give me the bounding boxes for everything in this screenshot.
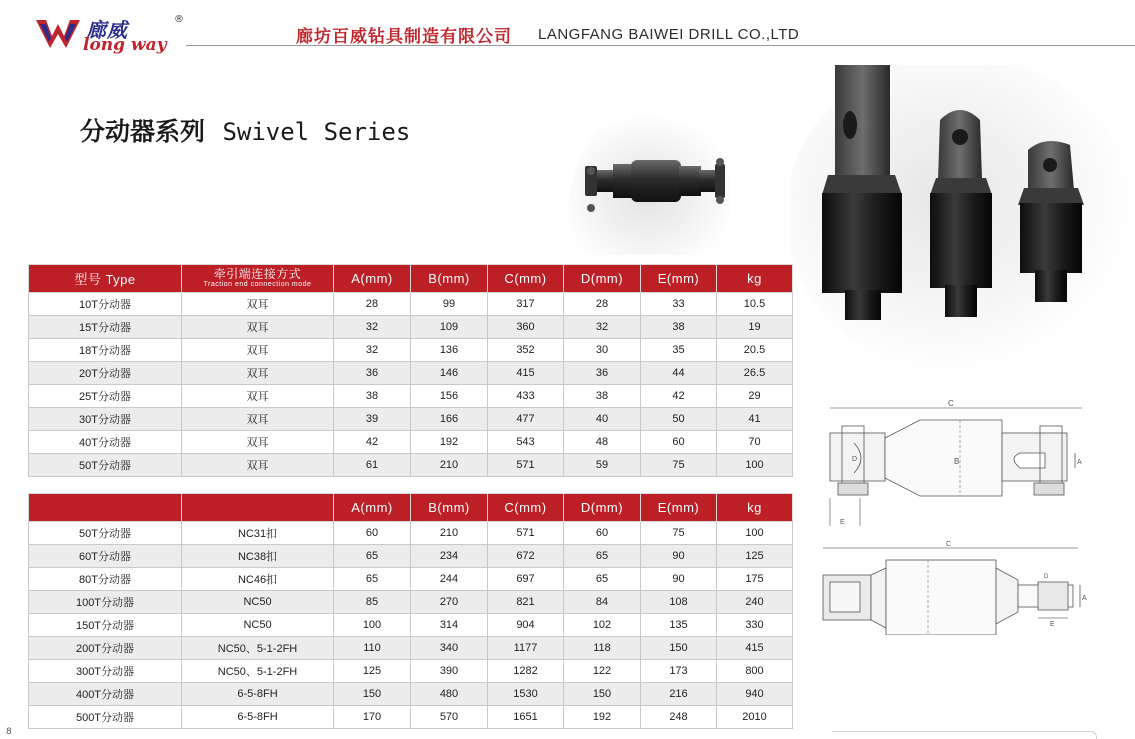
cell-c: 317	[488, 293, 564, 316]
table-header-row	[29, 494, 793, 522]
cell-e: 135	[641, 614, 717, 637]
cell-kg: 20.5	[717, 339, 793, 362]
cell-c: 821	[488, 591, 564, 614]
cell-d: 28	[564, 293, 641, 316]
cell-type: 50T分动器	[29, 522, 182, 545]
cell-d: 59	[564, 454, 641, 477]
header-connection-mode	[182, 265, 334, 293]
cell-c: 697	[488, 568, 564, 591]
cell-e: 90	[641, 568, 717, 591]
cell-mode: NC50	[182, 591, 334, 614]
cell-type: 20T分动器	[29, 362, 182, 385]
cell-c: 1282	[488, 660, 564, 683]
logo-english: long way	[83, 35, 167, 55]
cell-b: 270	[411, 591, 488, 614]
cell-a: 28	[334, 293, 411, 316]
header-type: 型号 Type	[29, 265, 182, 293]
logo-chinese: 廊威	[86, 18, 128, 42]
cell-d: 60	[564, 522, 641, 545]
dim-label-c2: C	[946, 541, 952, 548]
cell-mode: NC50	[182, 614, 334, 637]
cell-d: 30	[564, 339, 641, 362]
cell-d: 65	[564, 545, 641, 568]
cell-b: 210	[411, 454, 488, 477]
header-c: C(mm)	[488, 494, 564, 522]
table-row	[29, 591, 793, 614]
cell-e: 90	[641, 545, 717, 568]
cell-type: 80T分动器	[29, 568, 182, 591]
table-header-row	[29, 265, 793, 293]
cell-e: 173	[641, 660, 717, 683]
swivel-product-photo	[555, 100, 730, 255]
cell-type: 25T分动器	[29, 385, 182, 408]
spec-table-threaded	[28, 493, 793, 729]
table-row	[29, 614, 793, 637]
cell-type: 500T分动器	[29, 706, 182, 729]
cell-e: 42	[641, 385, 717, 408]
cell-type: 150T分动器	[29, 614, 182, 637]
cell-d: 36	[564, 362, 641, 385]
cell-mode: 双耳	[182, 362, 334, 385]
header-mode-cn: 牵引端连接方式	[213, 267, 302, 281]
cell-mode: 6-5-8FH	[182, 683, 334, 706]
cell-type: 30T分动器	[29, 408, 182, 431]
cell-e: 248	[641, 706, 717, 729]
bottom-frame	[832, 731, 1097, 739]
cell-mode: 双耳	[182, 339, 334, 362]
cell-d: 65	[564, 568, 641, 591]
cell-mode: NC46扣	[182, 568, 334, 591]
cell-b: 146	[411, 362, 488, 385]
cell-c: 571	[488, 454, 564, 477]
table-row	[29, 431, 793, 454]
table-row	[29, 522, 793, 545]
cell-b: 244	[411, 568, 488, 591]
cell-type: 10T分动器	[29, 293, 182, 316]
cell-mode: 双耳	[182, 293, 334, 316]
cell-kg: 41	[717, 408, 793, 431]
cell-a: 61	[334, 454, 411, 477]
cell-type: 200T分动器	[29, 637, 182, 660]
cell-e: 60	[641, 431, 717, 454]
cell-type: 400T分动器	[29, 683, 182, 706]
cell-a: 36	[334, 362, 411, 385]
cell-kg: 175	[717, 568, 793, 591]
title-chinese: 分动器系列	[80, 117, 206, 146]
cell-a: 150	[334, 683, 411, 706]
cell-b: 234	[411, 545, 488, 568]
cell-b: 570	[411, 706, 488, 729]
dim-label-d: D	[852, 456, 858, 463]
header-e: E(mm)	[641, 265, 717, 293]
header-a: A(mm)	[334, 494, 411, 522]
cell-a: 60	[334, 522, 411, 545]
header-e: E(mm)	[641, 494, 717, 522]
header-b: B(mm)	[411, 265, 488, 293]
cell-a: 32	[334, 316, 411, 339]
cell-c: 415	[488, 362, 564, 385]
cell-d: 102	[564, 614, 641, 637]
cell-kg: 100	[717, 522, 793, 545]
cell-e: 75	[641, 522, 717, 545]
cell-type: 15T分动器	[29, 316, 182, 339]
cell-d: 192	[564, 706, 641, 729]
cell-a: 65	[334, 545, 411, 568]
cell-mode: 双耳	[182, 431, 334, 454]
dim-label-e: E	[840, 519, 845, 526]
cell-kg: 940	[717, 683, 793, 706]
cell-d: 118	[564, 637, 641, 660]
cell-b: 480	[411, 683, 488, 706]
cell-d: 48	[564, 431, 641, 454]
cell-e: 216	[641, 683, 717, 706]
cell-d: 122	[564, 660, 641, 683]
double-ear-swivel-drawing	[820, 398, 1092, 528]
cell-c: 904	[488, 614, 564, 637]
cell-type: 100T分动器	[29, 591, 182, 614]
dim-label-a: A	[1077, 459, 1082, 466]
table-row	[29, 339, 793, 362]
company-logo	[36, 14, 186, 54]
cell-d: 38	[564, 385, 641, 408]
cell-kg: 100	[717, 454, 793, 477]
cell-mode: 双耳	[182, 454, 334, 477]
cell-d: 84	[564, 591, 641, 614]
cell-c: 1177	[488, 637, 564, 660]
dim-label-a2: A	[1082, 595, 1087, 602]
dim-label-b: B	[954, 457, 960, 466]
cell-kg: 125	[717, 545, 793, 568]
cell-mode: NC31扣	[182, 522, 334, 545]
title-english: Swivel Series	[222, 118, 411, 146]
cell-e: 108	[641, 591, 717, 614]
cell-e: 44	[641, 362, 717, 385]
table-row	[29, 568, 793, 591]
header-empty-type	[29, 494, 182, 522]
cell-b: 340	[411, 637, 488, 660]
header-d: D(mm)	[564, 265, 641, 293]
page-title	[80, 112, 410, 148]
header-mode-en: Traction end connection mode	[203, 281, 312, 288]
cell-kg: 800	[717, 660, 793, 683]
cell-type: 40T分动器	[29, 431, 182, 454]
cell-mode: 双耳	[182, 385, 334, 408]
cell-b: 136	[411, 339, 488, 362]
cell-c: 1530	[488, 683, 564, 706]
cell-kg: 70	[717, 431, 793, 454]
cell-c: 433	[488, 385, 564, 408]
page-number: 8	[6, 727, 12, 737]
table-row	[29, 454, 793, 477]
cell-a: 110	[334, 637, 411, 660]
cell-a: 38	[334, 385, 411, 408]
header-empty-mode	[182, 494, 334, 522]
cell-b: 166	[411, 408, 488, 431]
cell-a: 65	[334, 568, 411, 591]
cell-b: 109	[411, 316, 488, 339]
cell-c: 1651	[488, 706, 564, 729]
table-row	[29, 660, 793, 683]
cell-kg: 19	[717, 316, 793, 339]
cell-d: 32	[564, 316, 641, 339]
cell-type: 50T分动器	[29, 454, 182, 477]
table-row	[29, 362, 793, 385]
header-kg: kg	[717, 265, 793, 293]
table-row	[29, 545, 793, 568]
company-name-chinese: 廊坊百威钻具制造有限公司	[296, 27, 512, 47]
cell-b: 314	[411, 614, 488, 637]
cell-b: 99	[411, 293, 488, 316]
cell-a: 125	[334, 660, 411, 683]
cell-d: 40	[564, 408, 641, 431]
cell-kg: 10.5	[717, 293, 793, 316]
cell-c: 360	[488, 316, 564, 339]
cell-mode: NC38扣	[182, 545, 334, 568]
cell-e: 75	[641, 454, 717, 477]
cell-a: 39	[334, 408, 411, 431]
cell-a: 100	[334, 614, 411, 637]
header-b: B(mm)	[411, 494, 488, 522]
cell-c: 543	[488, 431, 564, 454]
cell-b: 192	[411, 431, 488, 454]
cell-e: 150	[641, 637, 717, 660]
cell-b: 210	[411, 522, 488, 545]
table-row	[29, 637, 793, 660]
cell-mode: 6-5-8FH	[182, 706, 334, 729]
cell-a: 170	[334, 706, 411, 729]
cell-kg: 415	[717, 637, 793, 660]
cell-mode: 双耳	[182, 316, 334, 339]
cell-kg: 26.5	[717, 362, 793, 385]
cell-c: 672	[488, 545, 564, 568]
cell-mode: 双耳	[182, 408, 334, 431]
swivel-group-photo	[790, 65, 1135, 375]
dim-label-e2: E	[1050, 621, 1055, 628]
spec-table-double-ear	[28, 264, 793, 477]
threaded-swivel-drawing	[818, 540, 1093, 635]
cell-c: 571	[488, 522, 564, 545]
header-d: D(mm)	[564, 494, 641, 522]
table-row	[29, 385, 793, 408]
logo-w-icon	[36, 16, 80, 50]
cell-kg: 240	[717, 591, 793, 614]
cell-c: 352	[488, 339, 564, 362]
cell-a: 32	[334, 339, 411, 362]
table-row	[29, 706, 793, 729]
cell-kg: 330	[717, 614, 793, 637]
table-row	[29, 683, 793, 706]
header-kg: kg	[717, 494, 793, 522]
table-row	[29, 316, 793, 339]
cell-mode: NC50、5-1-2FH	[182, 660, 334, 683]
cell-a: 42	[334, 431, 411, 454]
cell-b: 156	[411, 385, 488, 408]
company-name-english: LANGFANG BAIWEI DRILL CO.,LTD	[538, 26, 800, 43]
cell-type: 60T分动器	[29, 545, 182, 568]
cell-e: 35	[641, 339, 717, 362]
cell-type: 18T分动器	[29, 339, 182, 362]
cell-e: 33	[641, 293, 717, 316]
cell-kg: 29	[717, 385, 793, 408]
dim-label-d2: D	[1044, 574, 1049, 580]
registered-mark: ®	[174, 14, 184, 25]
cell-kg: 2010	[717, 706, 793, 729]
cell-type: 300T分动器	[29, 660, 182, 683]
table-row	[29, 408, 793, 431]
header-a: A(mm)	[334, 265, 411, 293]
cell-e: 50	[641, 408, 717, 431]
cell-e: 38	[641, 316, 717, 339]
cell-b: 390	[411, 660, 488, 683]
cell-a: 85	[334, 591, 411, 614]
table-row	[29, 293, 793, 316]
dim-label-c: C	[948, 399, 954, 408]
cell-mode: NC50、5-1-2FH	[182, 637, 334, 660]
header-c: C(mm)	[488, 265, 564, 293]
cell-d: 150	[564, 683, 641, 706]
cell-c: 477	[488, 408, 564, 431]
